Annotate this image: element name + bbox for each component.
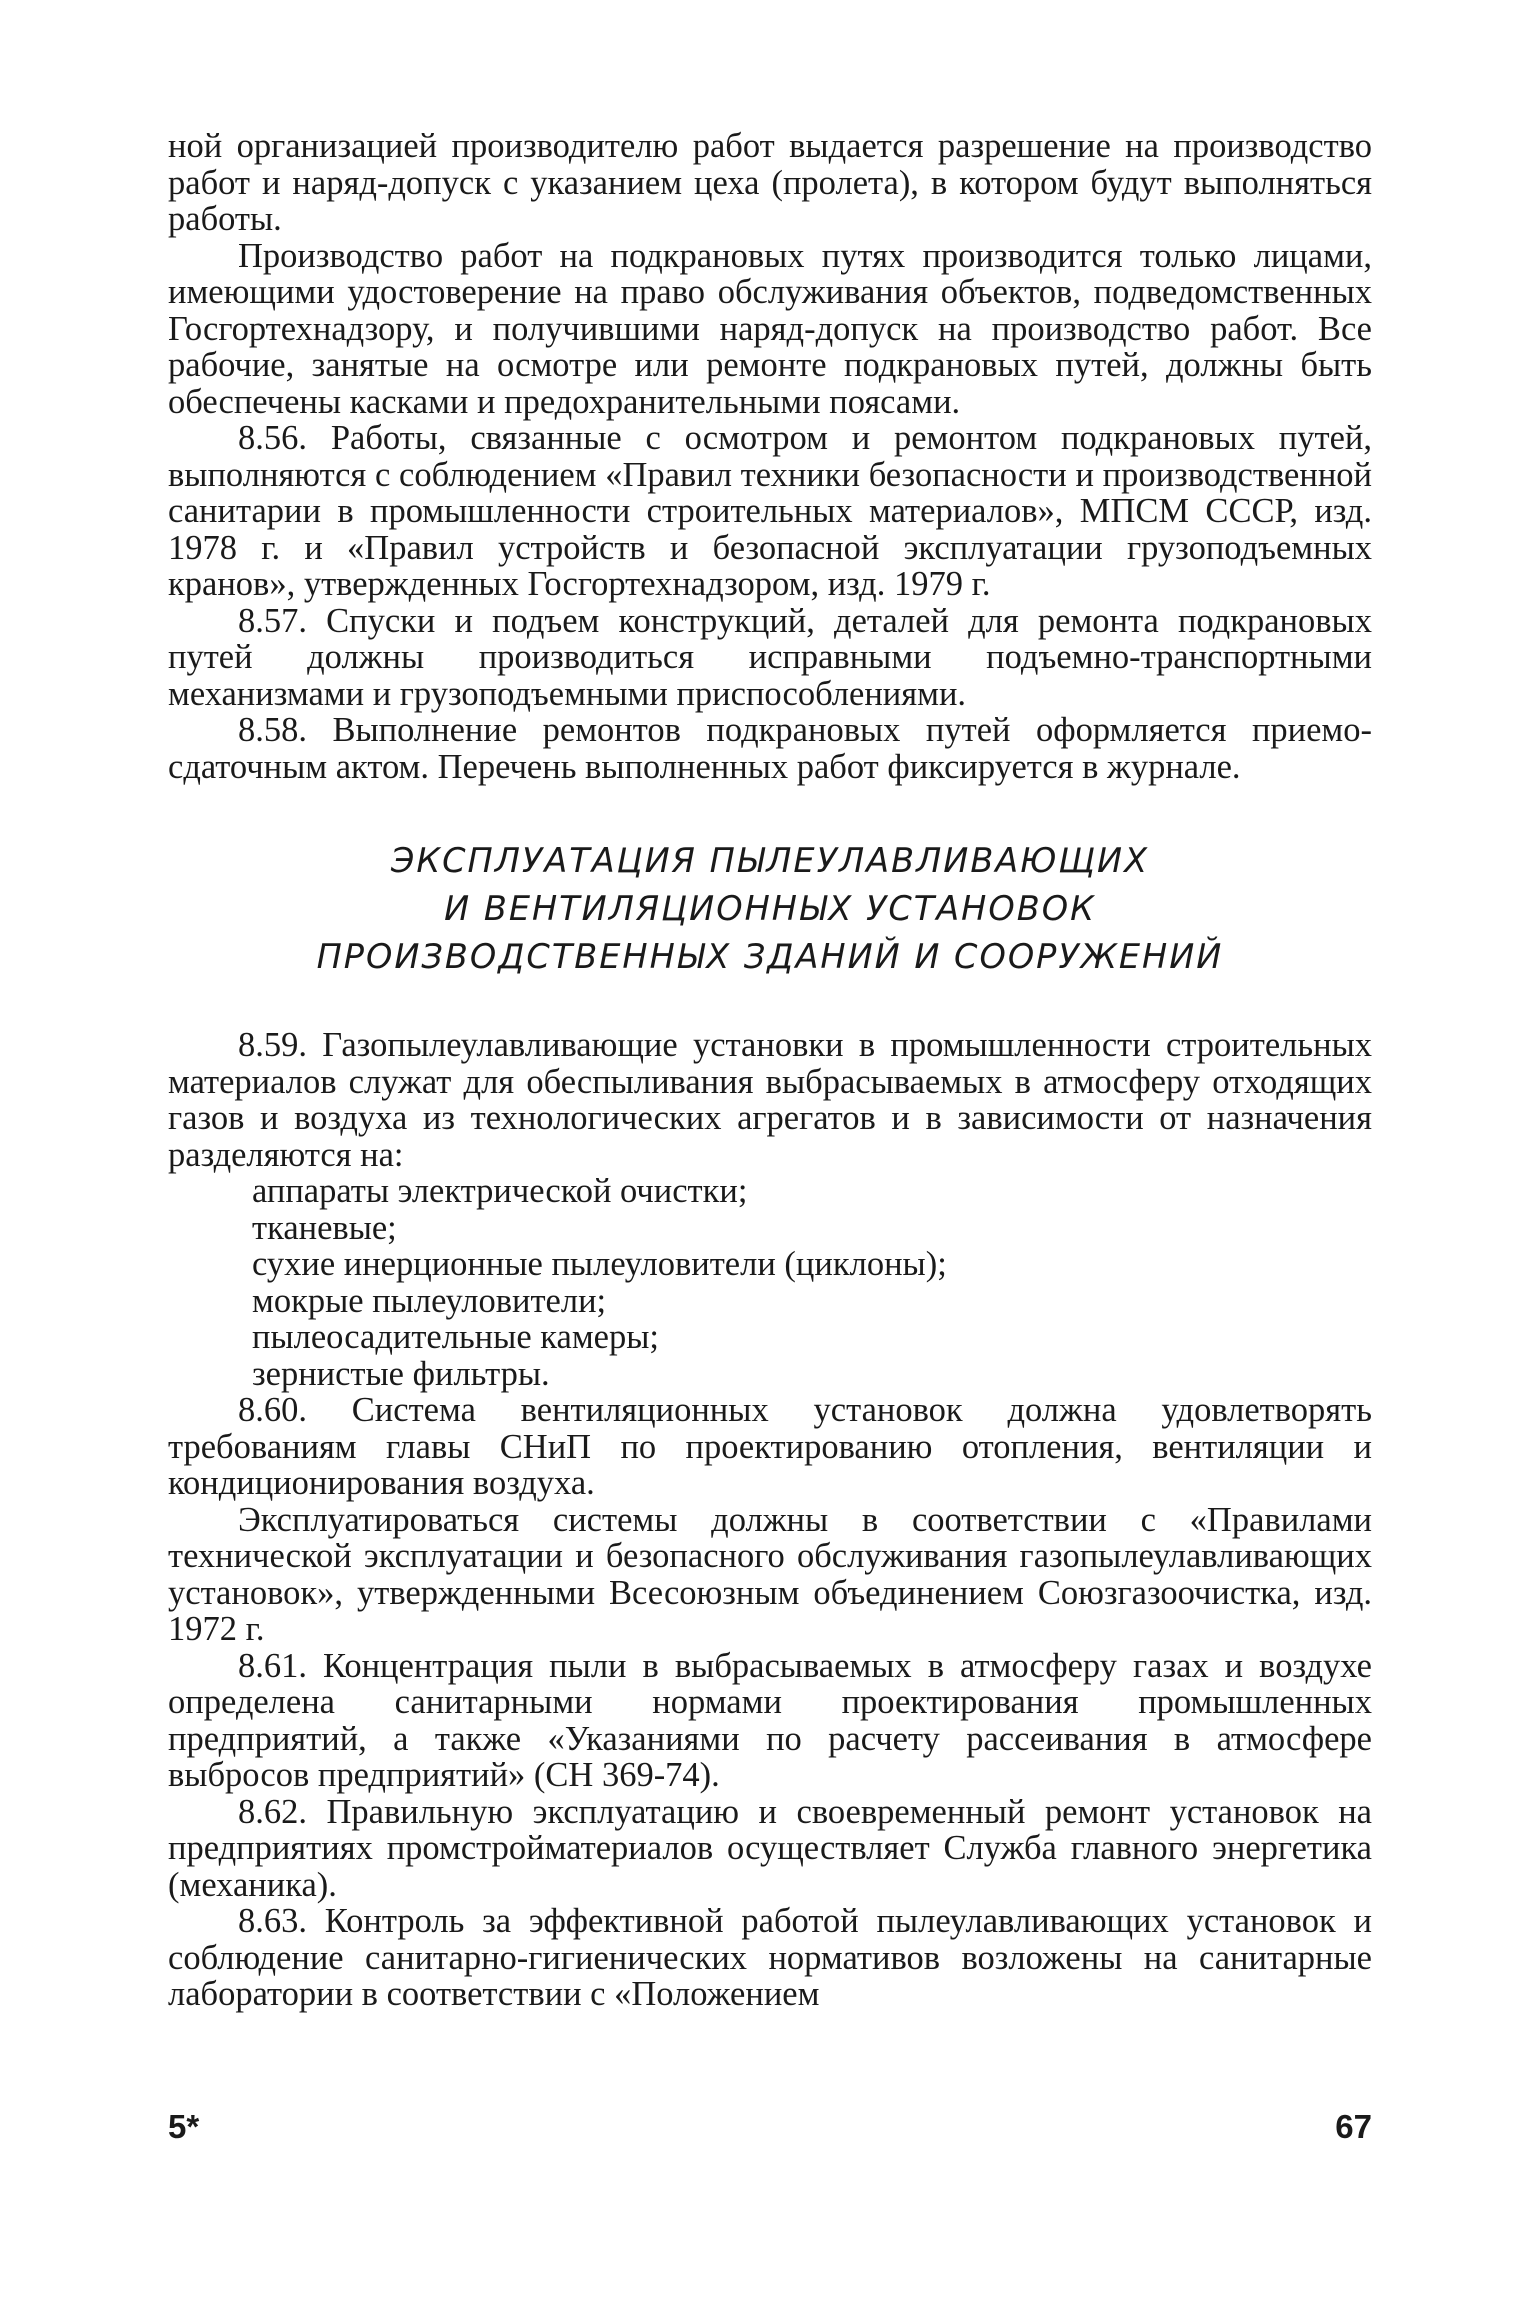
list-item: тканевые; [252, 1208, 397, 1247]
list-item: пылеосадительные камеры; [252, 1318, 659, 1356]
paragraph-operation-rules: Эксплуатироваться системы должны в соответствии с «Правилами технической эксплуатации и безопасного обслуживания газопылеулавливающих установок», утвержденными Всесоюзным объединением Союзгазоочистка, изд. 1972 г. [168, 1500, 1372, 1648]
paragraph-8-63: 8.63. Контроль за эффективной работой пылеулавливающих установок и соблюдение санитарно-гигиенических нормативов возложены на санитарные лаборатории в соответствии с «Положением [168, 1902, 1372, 2013]
paragraph-8-57: 8.57. Спуски и подъем конструкций, деталей для ремонта подкрановых путей должны производиться исправными подъемно-транспортными механизмами и грузоподъемными приспособлениями. [168, 601, 1372, 713]
paragraph-8-58: 8.58. Выполнение ремонтов подкрановых путей оформляется приемо-сдаточным актом. Перечень выполненных работ фиксируется в журнале. [168, 711, 1372, 786]
list-item: мокрые пылеуловители; [252, 1281, 607, 1320]
paragraph-crane-track-personnel: Производство работ на подкрановых путях производится только лицами, имеющими удостоверение на право обслуживания объектов, подведомственных Госгортехнадзору, и получившими наряд-допуск на производство работ. Все рабочие, занятые на осмотре или ремонте подкрановых путей, должны быть обеспечены касками и предохранительными поясами. [168, 236, 1372, 421]
page-body [168, 128, 1372, 2013]
page-number: 67 [1335, 2108, 1372, 2145]
page-footer [168, 2108, 1372, 2152]
section-heading-line: И ВЕНТИЛЯЦИОННЫХ УСТАНОВОК [444, 889, 1096, 928]
paragraph-8-56: 8.56. Работы, связанные с осмотром и ремонтом подкрановых путей, выполняются с соблюдением «Правил техники безопасности и производственной санитарии в промышленности строительных материалов», МПСМ СССР, изд. 1978 г. и «Правил устройств и безопасной эксплуатации грузоподъемных кранов», утвержденных Госгортехнадзором, изд. 1979 г. [168, 419, 1372, 603]
equipment-list [168, 1173, 1372, 1392]
signature-mark: 5* [168, 2108, 200, 2145]
section-heading-line: ПРОИЗВОДСТВЕННЫХ ЗДАНИЙ И СООРУЖЕНИЙ [316, 937, 1224, 976]
section-heading-line: ЭКСПЛУАТАЦИЯ ПЫЛЕУЛАВЛИВАЮЩИХ [390, 841, 1150, 880]
list-item: зернистые фильтры. [252, 1354, 550, 1393]
paragraph-8-61: 8.61. Концентрация пыли в выбрасываемых в атмосферу газах и воздухе определена санитарными нормами проектирования промышленных предприятий, а также «Указаниями по расчету рассеивания в атмосфере выбросов предприятий» (СН 369-74). [168, 1646, 1372, 1794]
paragraph-continuation: ной организацией производителю работ выдается разрешение на производство работ и наряд-допуск с указанием цеха (пролета), в котором будут выполняться работы. [168, 127, 1372, 238]
paragraph-8-59: 8.59. Газопылеулавливающие установки в промышленности строительных материалов служат для обеспыливания выбрасываемых в атмосферу отходящих газов и воздуха из технологических агрегатов и в зависимости от назначения разделяются на: [168, 1026, 1372, 1174]
list-item: сухие инерционные пылеуловители (циклоны); [252, 1245, 947, 1283]
list-item: аппараты электрической очистки; [252, 1172, 748, 1210]
section-heading [168, 837, 1372, 981]
paragraph-8-62: 8.62. Правильную эксплуатацию и своевременный ремонт установок на предприятиях промстройматериалов осуществляет Служба главного энергетика (механика). [168, 1792, 1372, 1904]
paragraph-8-60: 8.60. Система вентиляционных установок должна удовлетворять требованиям главы СНиП по проектированию отопления, вентиляции и кондиционирования воздуха. [168, 1391, 1372, 1502]
